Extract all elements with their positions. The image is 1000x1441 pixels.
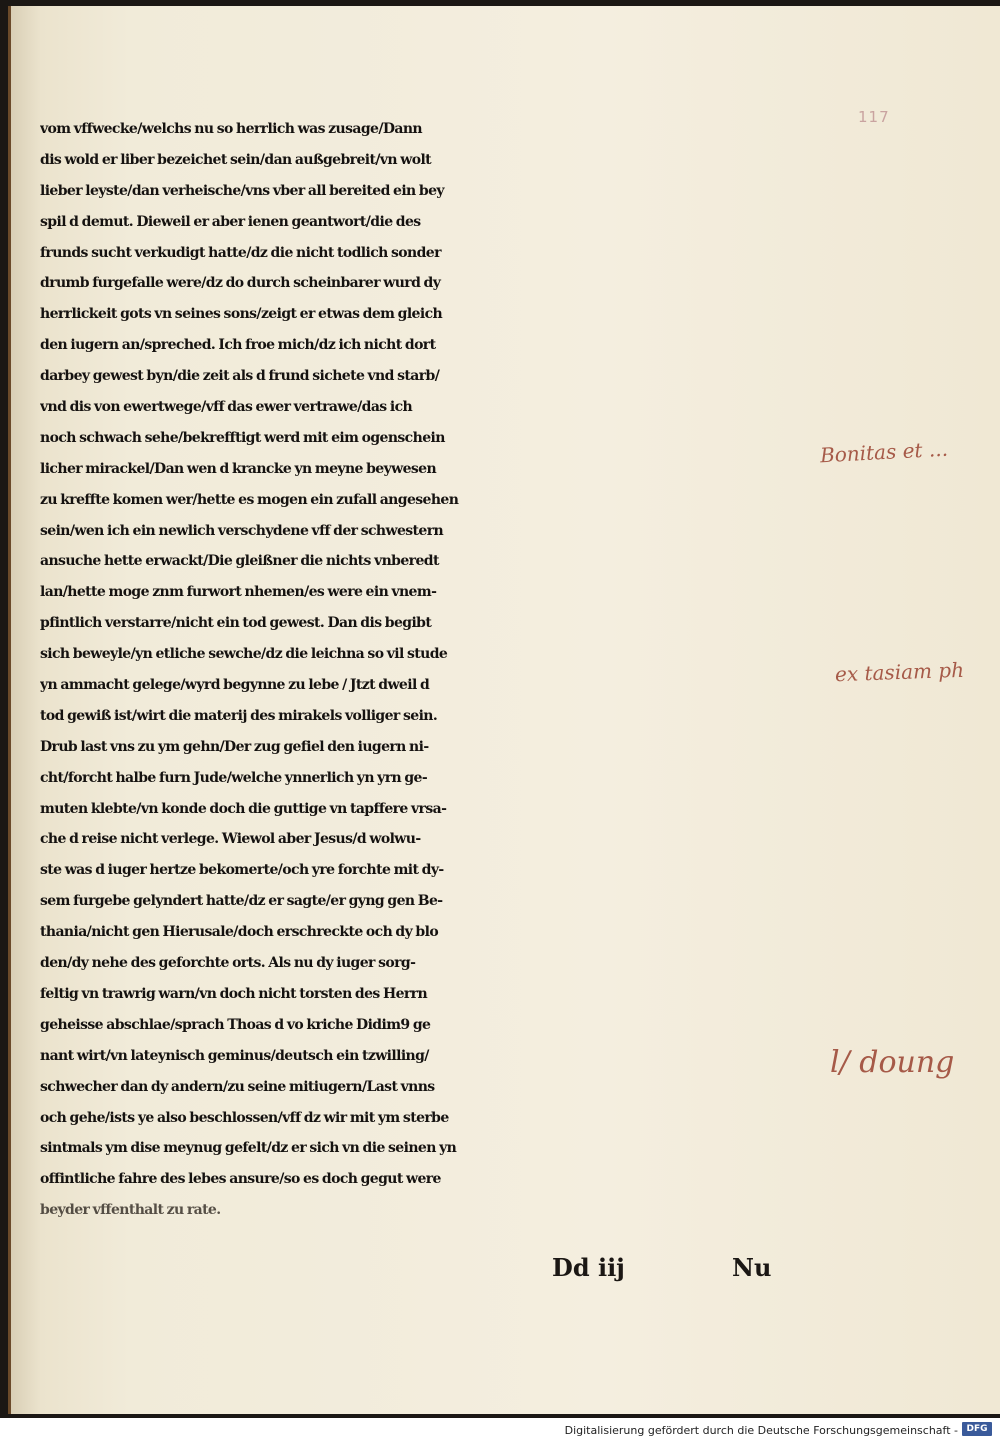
text-line: vom vffwecke/welchs nu so herrlich was zusage/Dann [40,121,422,137]
text-line: schwecher dan dy andern/zu seine mitiugern/Last vnns [40,1078,435,1095]
text-line: beyder vffenthalt zu rate. [40,1202,221,1219]
text-line: och gehe/ists ye also beschlossen/vff dz wir mit ym sterbe [40,1109,449,1126]
text-line: spil d demut. Dieweil er aber ienen geantwort/die des [40,213,421,230]
catchword: Nu [732,1253,772,1282]
text-line: drumb furgefalle were/dz do durch scheinbarer wurd dy [40,275,441,292]
text-line: geheisse abschlae/sprach Thoas d vo kriche Didim9 ge [40,1016,431,1033]
text-line: sich beweyle/yn etliche sewche/dz die leichna so vil stude [40,646,448,663]
text-line: thania/nicht gen Hierusale/doch erschreckte och dy blo [40,924,439,941]
text-line: vnd dis von ewertwege/vff das ewer vertrawe/das ich [40,399,413,416]
text-line: sintmals ym dise meynug gefelt/dz er sich vn die seinen yn [40,1140,457,1157]
text-line: muten klebte/vn konde doch die guttige vn tapffere vrsa- [40,800,447,817]
text-line: sein/wen ich ein newlich verschydene vff der schwestern [40,522,444,539]
text-line: lan/hette moge znm furwort nhemen/es were ein vnem- [40,584,437,601]
text-line: licher mirackel/Dan wen d krancke yn meyne beywesen [40,460,437,477]
folio-number: 117 [858,108,890,126]
marginal-note: l/ doung [830,1045,955,1080]
text-line: frunds sucht verkudigt hatte/dz die nicht todlich sonder [40,244,441,261]
text-line: den/dy nehe des geforchte orts. Als nu dy iuger sorg- [40,955,416,972]
text-line: che d reise nicht verlege. Wiewol aber Jesus/d wolwu- [40,831,421,848]
text-line: ansuche hette erwackt/Die gleißner die nichts vnberedt [40,553,439,570]
marginal-note: ex tasiam ph [834,657,965,687]
text-line: Drub last vns zu ym gehn/Der zug gefiel den iugern ni- [40,738,429,755]
text-line: dis wold er liber bezeichet sein/dan außgebreit/vn wolt [40,151,432,168]
text-line: ste was d iuger hertze bekomerte/och yre forchte mit dy- [40,862,444,879]
text-line: zu kreffte komen wer/hette es mogen ein zufall angesehen [40,491,459,508]
footer-credit: Digitalisierung gefördert durch die Deutsche Forschungsgemeinschaft - [564,1424,958,1437]
text-block [40,114,820,1226]
text-line: lieber leyste/dan verheische/vns vber all bereited ein bey [40,182,444,199]
text-line: offintliche fahre des lebes ansure/so es doch gegut were [40,1171,441,1188]
text-line: herrlickeit gots vn seines sons/zeigt er etwas dem gleich [40,306,443,323]
text-line: tod gewiß ist/wirt die materij des mirakels volliger sein. [40,707,438,724]
text-line: pfintlich verstarre/nicht ein tod gewest. Dan dis begibt [40,615,432,632]
marginal-note: Bonitas et ... [819,436,949,468]
text-line: darbey gewest byn/die zeit als d frund sichete vnd starb/ [40,368,440,385]
signature-mark: Dd iij [552,1253,625,1282]
text-line: feltig vn trawrig warn/vn doch nicht torsten des Herrn [40,985,428,1002]
text-line: sem furgebe gelyndert hatte/dz er sagte/er gyng gen Be- [40,893,443,910]
text-line: den iugern an/spreched. Ich froe mich/dz ich nicht dort [40,337,436,354]
text-line: yn ammacht gelege/wyrd begynne zu lebe / Jtzt dweil d [40,677,430,694]
dfg-logo: DFG [962,1422,992,1436]
text-line: cht/forcht halbe furn Jude/welche ynnerlich yn yrn ge- [40,769,428,786]
text-line: noch schwach sehe/bekrefftigt werd mit eim ogenschein [40,429,445,446]
text-line: nant wirt/vn lateynisch geminus/deutsch ein tzwilling/ [40,1047,429,1064]
